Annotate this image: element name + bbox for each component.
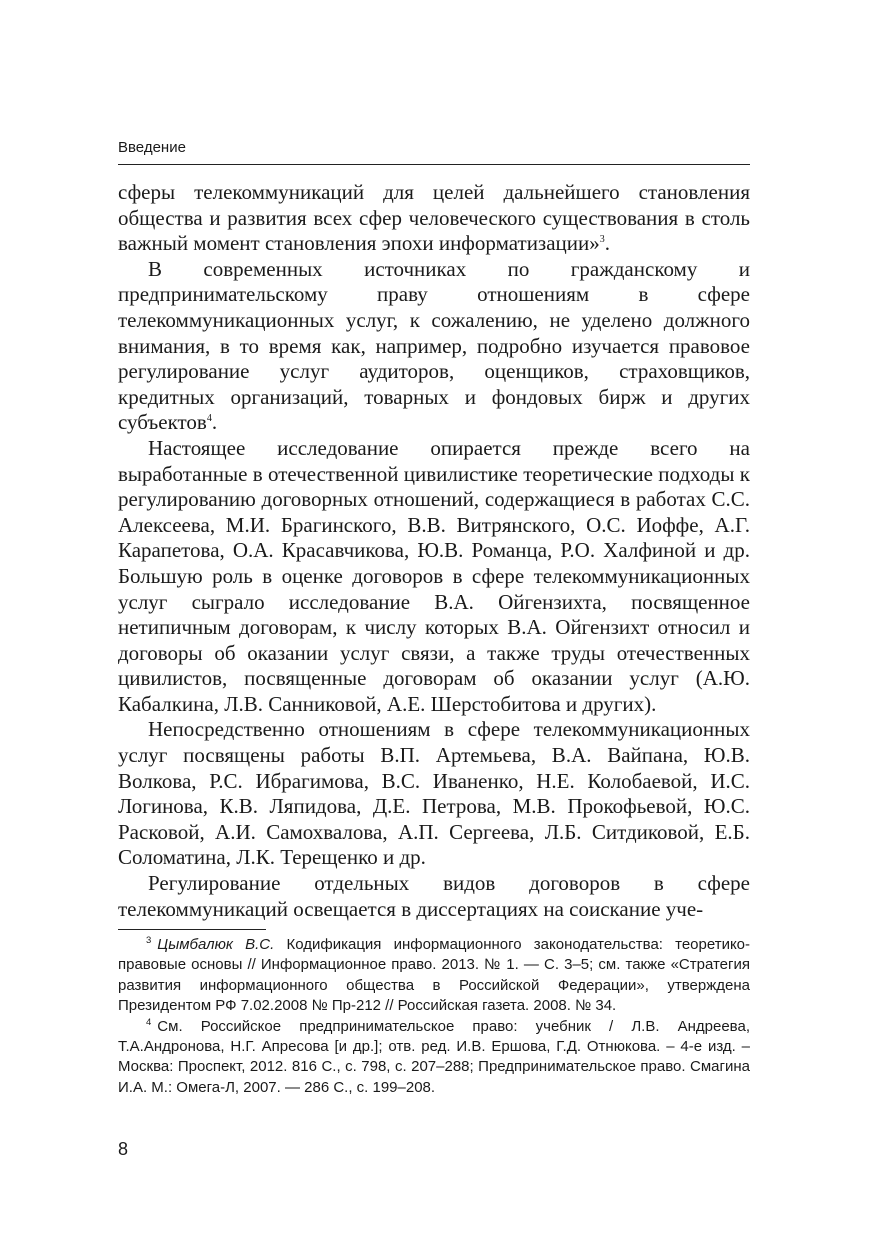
header-rule bbox=[118, 164, 750, 165]
page-number: 8 bbox=[118, 1139, 129, 1159]
paragraph-1-text: сферы телекоммуникаций для целей дальнейшего становления общества и развития всех сфер человеческого существования в столь важный момент становления эпохи информатизации» bbox=[118, 180, 750, 256]
running-head: Введение bbox=[118, 139, 186, 156]
main-text bbox=[118, 180, 750, 922]
paragraph-1: сферы телекоммуникаций для целей дальнейшего становления общества и развития всех сфер человеческого существования в столь важный момент становления эпохи информатизации»$^3$. bbox=[118, 180, 750, 256]
paragraph-2-text: В современных источниках по гражданскому и предпринимательскому праву отношениям в сфере телекоммуникационных услуг, к сожалению, не уделено должного внимания, в то время как, например, подробно изучается правовое регулирование услуг аудиторов, оценщиков, страховщиков, кредитных организаций, товарных и фондовых бирж и других субъектов bbox=[118, 256, 750, 435]
paragraph-3: Настоящее исследование опирается прежде всего на выработанные в отечественной цивилистике теоретические подходы к регулированию договорных отношений, содержащиеся в работах С.С. Алексеева, М.И. Брагинского, В.В. Витрянского, О.С. Иоффе, А.Г. Карапетова, О.А. Красавчикова, Ю.В. Романца, Р.О. Халфиной и др. Большую роль в оценке договоров в сфере телекоммуникационных услуг сыграло исследование В.А. Ойгензихта, посвященное нетипичным договорам, к числу которых В.А. Ойгензихт относил и договоры об оказании услуг связи, а также труды отечественных цивилистов, посвященные договорам об оказании услуг (А.Ю. Кабалкина, Л.В. Санниковой, А.Е. Шерстобитова и других). bbox=[118, 435, 750, 716]
footnote-text: Кодификация информационного законодательства: теоретико-правовые основы // Информационное право. 2013. № 1. — С. 3–5; см. также «Стратегия развития информационного общества в Российской Федерации», утверждена Президентом РФ 7.02.2008 № Пр-212 // Российская газета. 2008. № 34. bbox=[118, 936, 751, 1015]
footnote-number: 3 bbox=[146, 935, 152, 946]
paragraph-5: Регулирование отдельных видов договоров в сфере телекоммуникаций освещается в диссертациях на соискание уче- bbox=[118, 871, 750, 921]
footnote-rule bbox=[118, 929, 266, 930]
footnote-author: Цымбалюк В.С. bbox=[157, 936, 275, 953]
footnotes bbox=[118, 935, 750, 1098]
paragraph-2 bbox=[118, 257, 750, 436]
footnote-text: См. Российское предпринимательское право: учебник / Л.В. Андреева, Т.А.Андронова, Н.Г. Апресова [и др.]; отв. ред. И.В. Ершова, Г.Д. Отнюкова. – 4-е изд. – Москва: Проспект, 2012. 816 С., с. 798, с. 207–288; Предпринимательское право. Смагина И.А. М.: Омега-Л, 2007. — 286 С., с. 199–208. bbox=[118, 1017, 750, 1096]
footnote-ref-3[interactable]: 3 bbox=[599, 234, 605, 246]
footnote-3 bbox=[118, 935, 750, 1017]
paragraph-2-end: . bbox=[211, 410, 218, 435]
footnote-number: 4 bbox=[146, 1016, 152, 1028]
footnote-4 bbox=[118, 1017, 750, 1099]
footnote-ref-4[interactable]: 4 bbox=[206, 413, 212, 425]
paragraph-4: Непосредственно отношениям в сфере телекоммуникационных услуг посвящены работы В.П. Артемьева, В.А. Вайпана, Ю.В. Волкова, Р.С. Ибрагимова, В.С. Иваненко, Н.Е. Колобаевой, И.С. Логинова, К.В. Ляпидова, Д.Е. Петрова, М.В. Прокофьевой, Ю.С. Расковой, А.И. Самохвалова, А.П. Сергеева, Л.Б. Ситдиковой, Е.Б. Соломатина, Л.К. Терещенко и др. bbox=[118, 717, 750, 870]
